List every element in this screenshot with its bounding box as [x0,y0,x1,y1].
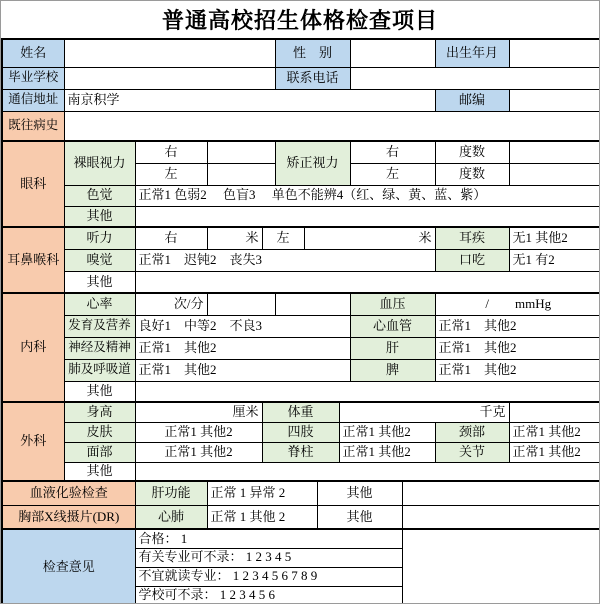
opinion-blank-cell[interactable] [402,529,600,604]
heart-rate-blank-2[interactable] [275,293,350,315]
blood-other-input[interactable] [402,481,600,505]
lung-label: 肺及呼吸道 [64,359,135,381]
development-options: 良好1 中等2 不良3 [135,315,350,337]
section-xray: 胸部X线摄片(DR) [2,505,135,529]
name-input-cell[interactable] [64,39,275,67]
spleen-label: 脾 [350,359,435,381]
gender-input-cell[interactable] [350,39,435,67]
limbs-label: 四肢 [262,422,339,442]
history-label: 既往病史 [2,111,64,141]
smell-options: 正常1 迟钝2 丧失3 [135,249,435,271]
hearing-label: 听力 [64,227,135,249]
history-input-cell[interactable] [64,111,600,141]
zip-input-cell[interactable] [509,89,600,111]
phone-label: 联系电话 [275,67,350,89]
xray-other-input[interactable] [402,505,600,529]
naked-vision-left-input[interactable] [207,163,275,185]
naked-vision-right-input[interactable] [207,141,275,163]
eye-other-input[interactable] [135,206,600,227]
color-vision-label: 色觉 [64,185,135,206]
liver-function-options: 正常 1 异常 2 [207,481,317,505]
opinion-line-majors-restricted: 有关专业可不录： 1 2 3 4 5 [135,548,402,567]
section-eye: 眼科 [2,141,64,227]
bp-label: 血压 [350,293,435,315]
opinion-line-majors-unsuitable: 不宜就读专业： 1 2 3 4 5 6 7 8 9 [135,567,402,586]
zip-label: 邮编 [435,89,509,111]
joint-options: 正常1 其他2 [509,442,600,462]
opinion-line-school-restricted: 学校可不录： 1 2 3 4 5 6 [135,586,402,604]
cardio-options: 正常1 其他2 [435,315,600,337]
corrected-left-degree-input[interactable] [509,163,600,185]
smell-label: 嗅觉 [64,249,135,271]
naked-vision-right-label: 右 [135,141,207,163]
phone-input-cell[interactable] [350,67,600,89]
section-opinion: 检查意见 [2,529,135,604]
birth-label: 出生年月 [435,39,509,67]
heart-rate-label: 心率 [64,293,135,315]
gender-label: 性 别 [275,39,350,67]
stutter-label: 口吃 [435,249,509,271]
bp-input[interactable]: / mmHg [435,293,600,315]
nerve-label: 神经及精神 [64,337,135,359]
heart-lung-options: 正常 1 其他 2 [207,505,317,529]
spine-options: 正常1 其他2 [339,442,435,462]
school-input-cell[interactable] [64,67,275,89]
ent-other-label: 其他 [64,271,135,293]
section-surgery: 外科 [2,402,64,481]
heart-rate-blank-1[interactable] [207,293,275,315]
corrected-vision-label: 矫正视力 [275,141,350,185]
limbs-options: 正常1 其他2 [339,422,435,442]
liver-options: 正常1 其他2 [435,337,600,359]
section-ent: 耳鼻喉科 [2,227,64,293]
corrected-left-degree-label: 度数 [435,163,509,185]
corrected-right-degree-label: 度数 [435,141,509,163]
neck-label: 颈部 [435,422,509,442]
form-title: 普通高校招生体格检查项目 [161,8,438,33]
internal-other-label: 其他 [64,381,135,402]
hearing-right-input[interactable]: 米 [207,227,262,249]
school-label: 毕业学校 [2,67,64,89]
corrected-right-degree-input[interactable] [509,141,600,163]
neck-options: 正常1 其他2 [509,422,600,442]
face-label: 面部 [64,442,135,462]
heart-lung-label: 心肺 [135,505,207,529]
heart-rate-input[interactable]: 次/分 [135,293,207,315]
birth-input-cell[interactable] [509,39,600,67]
height-weight-blank[interactable] [509,402,600,422]
hearing-left-label: 左 [262,227,304,249]
nerve-options: 正常1 其他2 [135,337,350,359]
naked-vision-label: 裸眼视力 [64,141,135,185]
height-label: 身高 [64,402,135,422]
joint-label: 关节 [435,442,509,462]
ear-disease-options: 无1 其他2 [509,227,600,249]
liver-function-label: 肝功能 [135,481,207,505]
lung-options: 正常1 其他2 [135,359,350,381]
name-label: 姓名 [2,39,64,67]
address-value-cell[interactable]: 南京积学 [64,89,435,111]
spine-label: 脊柱 [262,442,339,462]
development-label: 发育及营养 [64,315,135,337]
face-options: 正常1 其他2 [135,442,262,462]
ent-other-input[interactable] [135,271,600,293]
corrected-vision-left-label: 左 [350,163,435,185]
cardio-label: 心血管 [350,315,435,337]
ear-disease-label: 耳疾 [435,227,509,249]
height-input[interactable]: 厘米 [135,402,262,422]
skin-label: 皮肤 [64,422,135,442]
surgery-other-input[interactable] [135,462,600,481]
exam-table [1,38,600,604]
weight-label: 体重 [262,402,339,422]
opinion-line-qualified: 合格： 1 [135,529,402,548]
naked-vision-left-label: 左 [135,163,207,185]
skin-options: 正常1 其他2 [135,422,262,442]
hearing-right-label: 右 [135,227,207,249]
eye-other-label: 其他 [64,206,135,227]
xray-other-label: 其他 [317,505,402,529]
weight-input[interactable]: 千克 [339,402,509,422]
section-internal: 内科 [2,293,64,402]
address-label: 通信地址 [2,89,64,111]
liver-label: 肝 [350,337,435,359]
surgery-other-label: 其他 [64,462,135,481]
stutter-options: 无1 有2 [509,249,600,271]
internal-other-input[interactable] [135,381,600,402]
blood-other-label: 其他 [317,481,402,505]
spleen-options: 正常1 其他2 [435,359,600,381]
color-vision-options: 正常1 色弱2 色盲3 单色不能辨4（红、绿、黄、蓝、紫） [135,185,600,206]
corrected-vision-right-label: 右 [350,141,435,163]
section-blood-test: 血液化验检查 [2,481,135,505]
hearing-left-input[interactable]: 米 [304,227,435,249]
